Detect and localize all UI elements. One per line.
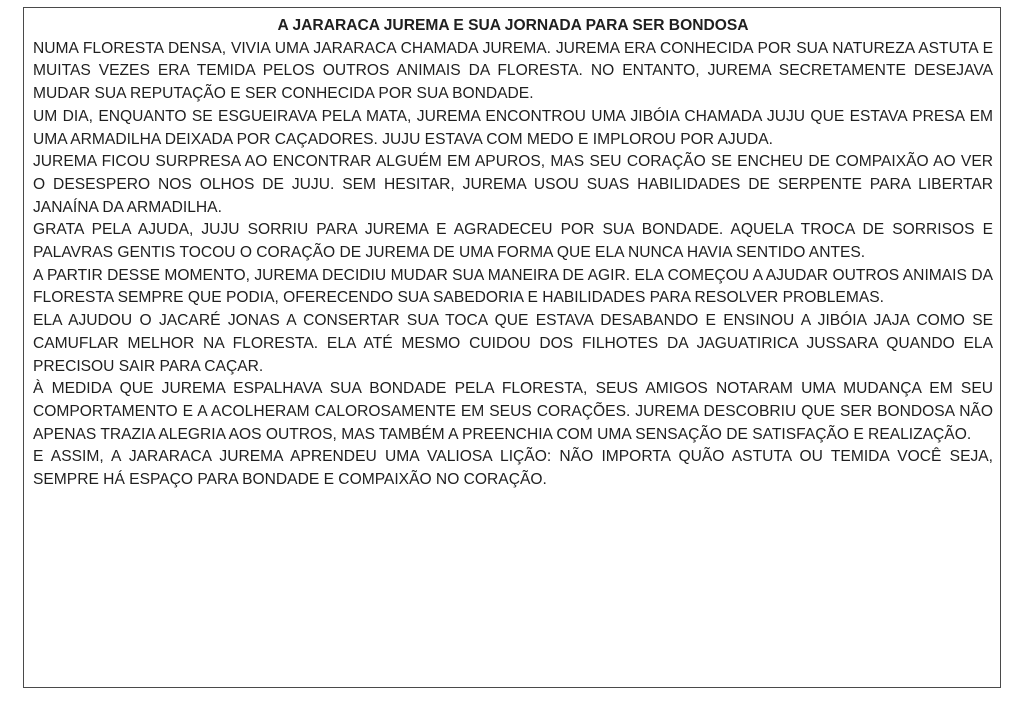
story-content: [33, 15, 993, 492]
story-document-box: [23, 7, 1001, 688]
story-paragraph-7: À MEDIDA QUE JUREMA ESPALHAVA SUA BONDADE PELA FLORESTA, SEUS AMIGOS NOTARAM UMA MUDANÇA EM SEU COMPORTAMENTO E A ACOLHERAM CALOROSAMENTE EM SEUS CORAÇÕES. JUREMA DESCOBRIU QUE SER BONDOSA NÃO APENAS TRAZIA ALEGRIA AOS OUTROS, MAS TAMBÉM A PREENCHIA COM UMA SENSAÇÃO DE SATISFAÇÃO E REALIZAÇÃO.: [33, 380, 993, 443]
story-paragraph-1: NUMA FLORESTA DENSA, VIVIA UMA JARARACA CHAMADA JUREMA. JUREMA ERA CONHECIDA POR SUA NATUREZA ASTUTA E MUITAS VEZES ERA TEMIDA PELOS OUTROS ANIMAIS DA FLORESTA. NO ENTANTO, JUREMA SECRETAMENTE DESEJAVA MUDAR SUA REPUTAÇÃO E SER CONHECIDA POR SUA BONDADE.: [33, 39, 993, 103]
story-paragraph-6: ELA AJUDOU O JACARÉ JONAS A CONSERTAR SUA TOCA QUE ESTAVA DESABANDO E ENSINOU A JIBÓIA JAJA COMO SE CAMUFLAR MELHOR NA FLORESTA. ELA ATÉ MESMO CUIDOU DOS FILHOTES DA JAGUATIRICA JUSSARA QUANDO ELA PRECISOU SAIR PARA CAÇAR.: [33, 312, 993, 375]
story-paragraph-5: A PARTIR DESSE MOMENTO, JUREMA DECIDIU MUDAR SUA MANEIRA DE AGIR. ELA COMEÇOU A AJUDAR OUTROS ANIMAIS DA FLORESTA SEMPRE QUE PODIA, OFERECENDO SUA SABEDORIA E HABILIDADES PARA RESOLVER PROBLEMAS.: [33, 266, 993, 307]
story-title: A JARARACA JUREMA E SUA JORNADA PARA SER BONDOSA: [277, 17, 749, 34]
story-paragraph-4: GRATA PELA AJUDA, JUJU SORRIU PARA JUREMA E AGRADECEU POR SUA BONDADE. AQUELA TROCA DE SORRISOS E PALAVRAS GENTIS TOCOU O CORAÇÃO DE JUREMA DE UMA FORMA QUE ELA NUNCA HAVIA SENTIDO ANTES.: [33, 221, 993, 262]
story-paragraph-2: UM DIA, ENQUANTO SE ESGUEIRAVA PELA MATA, JUREMA ENCONTROU UMA JIBÓIA CHAMADA JUJU QUE ESTAVA PRESA EM UMA ARMADILHA DEIXADA POR CAÇADORES. JUJU ESTAVA COM MEDO E IMPLOROU POR AJUDA.: [33, 107, 993, 148]
story-paragraph-8: E ASSIM, A JARARACA JUREMA APRENDEU UMA VALIOSA LIÇÃO: NÃO IMPORTA QUÃO ASTUTA OU TEMIDA VOCÊ SEJA, SEMPRE HÁ ESPAÇO PARA BONDADE E COMPAIXÃO NO CORAÇÃO.: [33, 448, 993, 489]
story-paragraph-3: JUREMA FICOU SURPRESA AO ENCONTRAR ALGUÉM EM APUROS, MAS SEU CORAÇÃO SE ENCHEU DE COMPAIXÃO AO VER O DESESPERO NOS OLHOS DE JUJU. SEM HESITAR, JUREMA USOU SUAS HABILIDADES DE SERPENTE PARA LIBERTAR JANAÍNA DA ARMADILHA.: [33, 153, 993, 216]
